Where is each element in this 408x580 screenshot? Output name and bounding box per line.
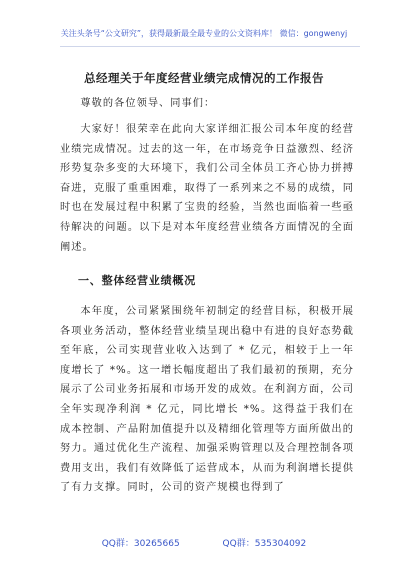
section-heading: 一、整体经营业绩概况 (78, 274, 196, 287)
paragraph-overview: 本年度，公司紧紧围绕年初制定的经营目标，积极开展各项业务活动，整体经营业绩呈现出稳中有进的良好态势截至年底，公司实现营业收入达到了 * 亿元，相较于上一年度增长了 *%。这一增长幅度超出了我们最初的预期，充分展示了公司业务拓展和市场开发的成效。在利润方面，公司全年实现净利润 * 亿元，同比增长 *%。这得益于我们在成本控制、产品附加值提升以及精细化管理等方面所做出的努力。通过优化生产流程、加强采购管理以及合理控制各项费用支出，我们有效降低了运营成本，从而为利润增长提供了有力支撑。同时，公司的资产规模也得到了 (60, 306, 354, 494)
header-divider (60, 46, 360, 47)
footer-contacts: QQ群：30265665 QQ群：535304092 (101, 539, 307, 549)
salutation: 尊敬的各位领导、同事们： (80, 98, 216, 109)
document-title: 总经理关于年度经营业绩完成情况的工作报告 (84, 71, 324, 85)
paragraph-intro: 大家好！很荣幸在此向大家详细汇报公司本年度的经营业绩完成情况。过去的这一年，在市场竞争日益激烈、经济形势复杂多变的大环境下，我们公司全体员工齐心协力拼搏奋进，克服了重重困难，取得了一系列来之不易的成绩，同时也在发展过程中积累了宝贵的经验，当然也面临着一些亟待解决的问题。以下是对本年度经营业绩各方面情况的全面阐述。 (60, 124, 354, 253)
header-note: 关注头条号“公文研究”，获得最新最全最专业的公文资料库！ 微信：gongwenyj (60, 29, 348, 38)
